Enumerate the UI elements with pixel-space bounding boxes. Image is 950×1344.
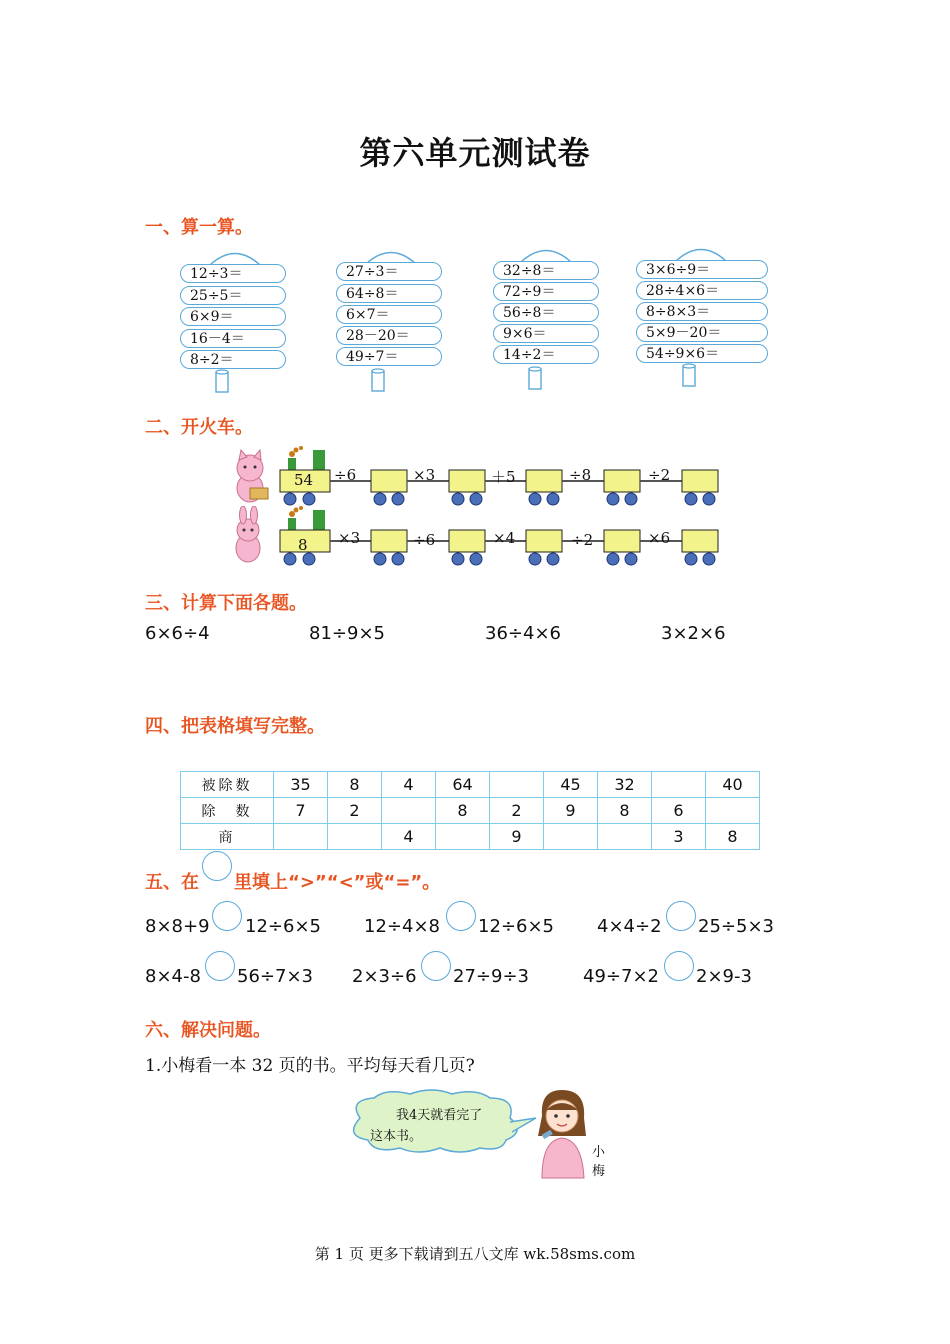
- compare-circle[interactable]: [446, 901, 476, 931]
- tag-item: 49÷7＝: [336, 347, 442, 366]
- compare-circle[interactable]: [205, 951, 235, 981]
- train-2-op: ÷2: [571, 531, 594, 549]
- calc-problem: 6×6÷4: [145, 623, 210, 644]
- table-row: [181, 772, 760, 798]
- tag-item: 25÷5＝: [180, 286, 286, 305]
- problem-1: 1.小梅看一本 32 页的书。平均每天看几页?: [145, 1056, 475, 1076]
- train-1-op: ÷6: [334, 466, 357, 484]
- tag-item: 9×6＝: [493, 324, 599, 343]
- girl-illustration-icon: [532, 1088, 592, 1180]
- compare-circle[interactable]: [666, 901, 696, 931]
- table-cell[interactable]: [274, 824, 328, 850]
- compare-right: 12÷6×5: [245, 916, 321, 937]
- calc-problem: 3×2×6: [661, 623, 726, 644]
- table-cell[interactable]: 8: [706, 824, 760, 850]
- compare-circle[interactable]: [212, 901, 242, 931]
- table-cell[interactable]: 9: [490, 824, 544, 850]
- girl-name-1: 小: [592, 1145, 606, 1160]
- table-cell[interactable]: [436, 824, 490, 850]
- tag-item: 14÷2＝: [493, 345, 599, 364]
- row-header: 被除数: [181, 772, 274, 798]
- table-cell[interactable]: 9: [544, 798, 598, 824]
- row-header: 商: [181, 824, 274, 850]
- girl-name-2: 梅: [592, 1164, 606, 1179]
- tag-item: 6×7＝: [336, 305, 442, 324]
- compare-right: 56÷7×3: [237, 966, 313, 987]
- tag-item: 5×9－20＝: [636, 323, 768, 342]
- tag-item: 3×6÷9＝: [636, 260, 768, 279]
- tag-item: 32÷8＝: [493, 261, 599, 280]
- train-2-op: ÷6: [413, 531, 436, 549]
- train-2-start: 8: [298, 536, 308, 554]
- table-cell[interactable]: 4: [382, 824, 436, 850]
- calc-problem: 36÷4×6: [485, 623, 561, 644]
- tag-item: 64÷8＝: [336, 284, 442, 303]
- compare-left: 2×3÷6: [352, 966, 417, 987]
- table-cell[interactable]: [544, 824, 598, 850]
- compare-right: 12÷6×5: [478, 916, 554, 937]
- tag-item: 27÷3＝: [336, 262, 442, 281]
- section-5-heading-suffix: 里填上“>”“<”或“=”。: [234, 872, 441, 893]
- rabbit-icon: [236, 506, 260, 562]
- train-2-op: ×3: [338, 529, 361, 547]
- train-1-op: ＋5: [491, 468, 516, 486]
- table-cell[interactable]: [706, 798, 760, 824]
- train-1-op: ÷2: [648, 466, 671, 484]
- table-cell[interactable]: 8: [436, 798, 490, 824]
- table-cell[interactable]: 8: [328, 772, 382, 798]
- tag-item: 56÷8＝: [493, 303, 599, 322]
- compare-left: 49÷7×2: [583, 966, 659, 987]
- tag-item: 54÷9×6＝: [636, 344, 768, 363]
- compare-left: 8×4-8: [145, 966, 201, 987]
- compare-circle[interactable]: [421, 951, 451, 981]
- tag-item: 8÷8×3＝: [636, 302, 768, 321]
- compare-left: 12÷4×8: [364, 916, 440, 937]
- compare-left: 8×8+9: [145, 916, 210, 937]
- row-header: 除 数: [181, 798, 274, 824]
- table-row: [181, 798, 760, 824]
- section-6-heading: 六、解决问题。: [145, 1020, 271, 1041]
- train-2-op: ×4: [493, 529, 516, 547]
- section-5-heading-prefix: 五、在: [145, 872, 199, 893]
- compare-circle[interactable]: [664, 951, 694, 981]
- page-footer: 第 1 页 更多下载请到五八文库 wk.58sms.com: [314, 1245, 636, 1263]
- train-1-op: ×3: [413, 466, 436, 484]
- table-cell[interactable]: 2: [328, 798, 382, 824]
- bubble-line-2: 这本书。: [370, 1129, 423, 1144]
- tag-item: 12÷3＝: [180, 264, 286, 283]
- compare-right: 25÷5×3: [698, 916, 774, 937]
- tag-item: 6×9＝: [180, 307, 286, 326]
- table-cell[interactable]: 6: [652, 798, 706, 824]
- train-1-op: ÷8: [569, 466, 592, 484]
- tag-item: 8÷2＝: [180, 350, 286, 369]
- compare-right: 2×9-3: [696, 966, 752, 987]
- table-cell[interactable]: [652, 772, 706, 798]
- table-cell[interactable]: 64: [436, 772, 490, 798]
- table-cell[interactable]: [598, 824, 652, 850]
- train-1-start: 54: [294, 471, 314, 489]
- section-1-heading: 一、算一算。: [145, 217, 253, 238]
- table-cell[interactable]: 8: [598, 798, 652, 824]
- tag-item: 72÷9＝: [493, 282, 599, 301]
- table-cell[interactable]: [328, 824, 382, 850]
- train-2-op: ×6: [648, 529, 671, 547]
- calc-problem: 81÷9×5: [309, 623, 385, 644]
- table-cell[interactable]: [490, 772, 544, 798]
- page-title: 第六单元测试卷: [359, 134, 591, 172]
- bubble-line-1: 我4天就看完了: [396, 1108, 483, 1123]
- table-cell[interactable]: 2: [490, 798, 544, 824]
- table-cell[interactable]: 3: [652, 824, 706, 850]
- table-cell[interactable]: 45: [544, 772, 598, 798]
- table-cell[interactable]: 35: [274, 772, 328, 798]
- answer-circle-icon: [202, 851, 232, 881]
- tag-item: 28－20＝: [336, 326, 442, 345]
- division-table: [180, 771, 760, 850]
- table-row: [181, 824, 760, 850]
- table-cell[interactable]: 4: [382, 772, 436, 798]
- tag-item: 28÷4×6＝: [636, 281, 768, 300]
- tag-item: 16－4＝: [180, 329, 286, 348]
- compare-left: 4×4÷2: [597, 916, 662, 937]
- section-3-heading: 三、计算下面各题。: [145, 593, 307, 614]
- compare-right: 27÷9÷3: [453, 966, 529, 987]
- cat-icon: [237, 450, 268, 502]
- section-2-heading: 二、开火车。: [145, 417, 253, 438]
- table-cell[interactable]: 32: [598, 772, 652, 798]
- table-cell[interactable]: 7: [274, 798, 328, 824]
- table-cell[interactable]: 40: [706, 772, 760, 798]
- table-cell[interactable]: [382, 798, 436, 824]
- section-4-heading: 四、把表格填写完整。: [145, 716, 325, 737]
